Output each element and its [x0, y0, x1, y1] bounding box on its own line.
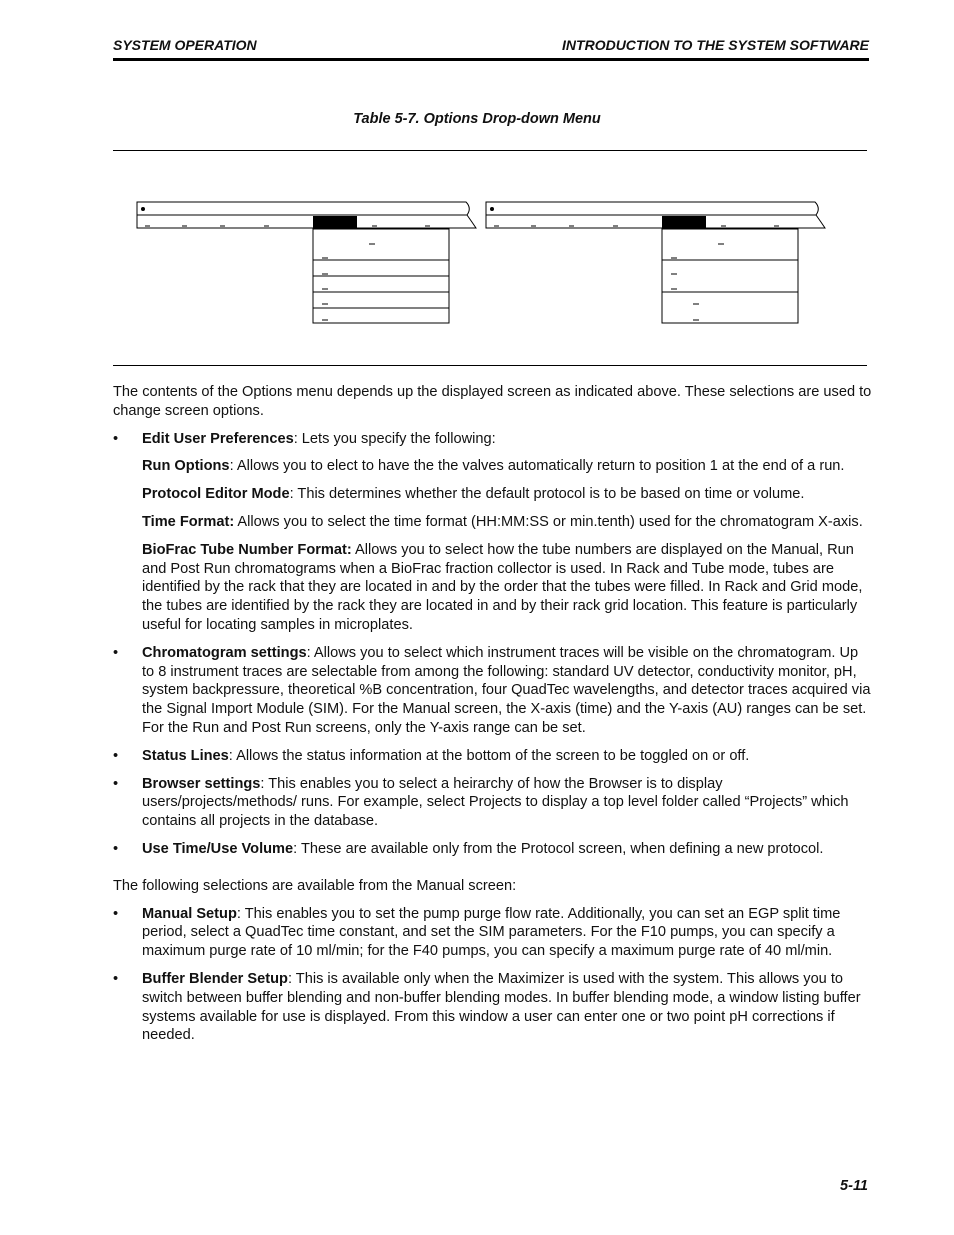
bullet-dot: •	[113, 747, 119, 764]
bullet-dot: •	[113, 840, 119, 857]
sub-item	[113, 457, 873, 476]
sub-item-text: Allows you to select how the tube numbers are displayed on the Manual, Run and Post Run chromatograms when a BioFrac fraction collector is used. In Rack and Tube mode, tubes are identified by the rack that they are located in and by the order that the tubes were filled. In Rack and Grid mode, the tubes are identified by the rack they are located in and by their rack grid location. This feature is particularly useful for locating samples in microplates.	[142, 541, 863, 633]
bullet-text: : Allows you to select which instrument traces will be visible on the chromatogram. Up to 8 instrument traces are selectable from among the following: standard UV detector, conductivity monitor, pH, system backpressure, theoretical %B concentration, four QuadTec wavelengths, and detector traces acquired via the Signal Import Module (SIM). For the Manual screen, the X-axis (time) and the Y-axis (AU) ranges can be set. For the Run and Post Run screens, only the Y-axis range can be set.	[142, 644, 871, 736]
sub-item-text: Allows you to select the time format (HH:MM:SS or min.tenth) used for the chromatogram X-axis.	[234, 513, 863, 530]
sub-item	[113, 541, 873, 635]
options-menu-illustration-left	[136, 200, 481, 326]
sub-item-text: : Allows you to elect to have the the valves automatically return to position 1 at the end of a run.	[229, 458, 845, 475]
table-bottom-rule	[113, 365, 867, 366]
page-header	[113, 36, 869, 61]
intro-paragraph: The contents of the Options menu depends up the displayed screen as indicated above. These selections are used to change screen options.	[113, 384, 872, 419]
sub-item-term: Time Format:	[142, 513, 235, 530]
bullet-dot: •	[113, 970, 119, 987]
bullet-text: : Lets you specify the following:	[293, 430, 496, 447]
bullet-dot: •	[113, 430, 119, 447]
sub-item-term: BioFrac Tube Number Format:	[142, 541, 352, 558]
sub-item-text: : This determines whether the default protocol is to be based on time or volume.	[289, 486, 805, 503]
sub-item	[113, 485, 873, 504]
table-caption: Table 5-7. Options Drop-down Menu	[353, 111, 601, 127]
table-top-rule	[113, 150, 867, 151]
bullet-term: Chromatogram settings	[142, 644, 307, 661]
header-chapter-title: INTRODUCTION TO THE SYSTEM SOFTWARE	[562, 37, 869, 53]
header-section-title: SYSTEM OPERATION	[113, 37, 257, 53]
body-text	[113, 383, 873, 1054]
bullet-term: Browser settings	[142, 775, 261, 792]
bullet-term: Manual Setup	[142, 905, 237, 922]
page-number: 5-11	[840, 1178, 868, 1194]
options-menu-illustration-right	[485, 200, 830, 326]
bullet-term: Edit User Preferences	[142, 430, 294, 447]
bullet-term: Use Time/Use Volume	[142, 840, 294, 857]
sub-item-term: Run Options	[142, 458, 230, 475]
bullet-item	[113, 905, 873, 961]
bullet-text: : This is available only when the Maximizer is used with the system. This allows you to switch between buffer blending and non-buffer blending modes. In buffer blending mode, a window listing buffer systems available for use is displayed. From this window a user can enter one or two point pH corrections if needed.	[142, 970, 861, 1044]
bullet-text: : This enables you to set the pump purge flow rate. Additionally, you can set an EGP split time period, select a QuadTec time constant, and set the SIM parameters. For the F10 pumps, you can specify a maximum purge rate of 10 ml/min; for the F40 pumps, you can specify a maximum purge rate of 40 ml/min.	[142, 905, 841, 960]
bullet-term: Buffer Blender Setup	[142, 970, 288, 987]
manual-intro-paragraph: The following selections are available from the Manual screen:	[113, 877, 517, 894]
bullet-item	[113, 644, 873, 738]
bullet-text: : This enables you to select a heirarchy of how the Browser is to display users/projects/methods/ runs. For example, select Projects to display a top level folder called “Projects” which contains all projects in the database.	[142, 775, 849, 830]
bullet-item	[113, 840, 873, 859]
bullet-item	[113, 430, 873, 449]
bullet-item	[113, 970, 873, 1045]
bullet-item	[113, 775, 873, 831]
bullet-term: Status Lines	[142, 747, 229, 764]
bullet-text: : Allows the status information at the bottom of the screen to be toggled on or off.	[228, 747, 750, 764]
bullet-text: : These are available only from the Protocol screen, when defining a new protocol.	[293, 840, 824, 857]
bullet-dot: •	[113, 644, 119, 661]
bullet-dot: •	[113, 775, 119, 792]
sub-item	[113, 513, 873, 532]
sub-item-term: Protocol Editor Mode	[142, 486, 290, 503]
bullet-item	[113, 747, 873, 766]
bullet-dot: •	[113, 905, 119, 922]
